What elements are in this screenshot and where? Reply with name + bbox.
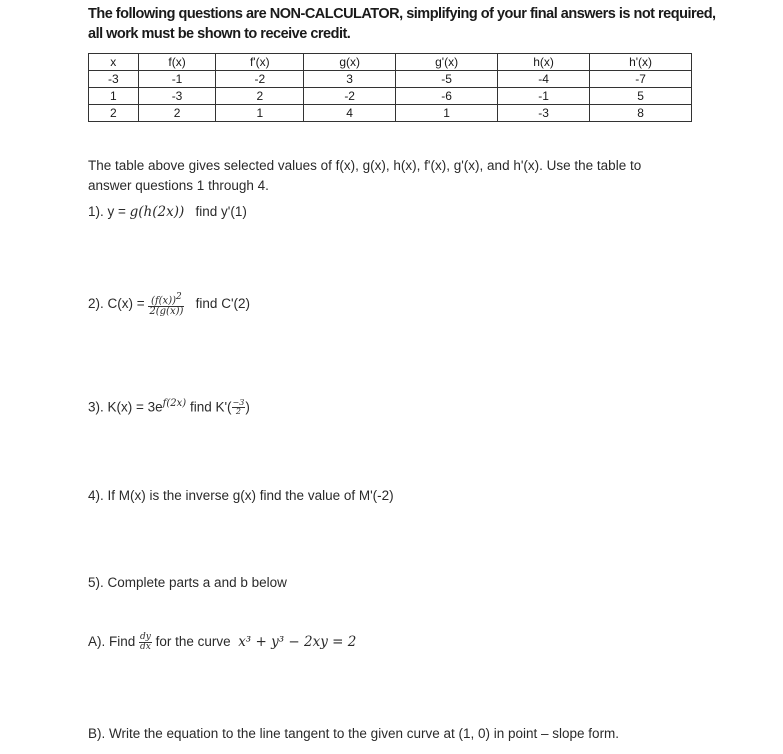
question-4: 4). If M(x) is the inverse g(x) find the value of M'(-2) bbox=[88, 488, 394, 503]
table-cell: 8 bbox=[590, 105, 692, 122]
table-cell: 4 bbox=[304, 105, 396, 122]
table-cell: 5 bbox=[590, 88, 692, 105]
table-cell: 2 bbox=[216, 88, 304, 105]
curve-equation: x³ + y³ − 2xy = 2 bbox=[238, 634, 357, 651]
question-3 bbox=[88, 398, 250, 416]
table-header-cell: g'(x) bbox=[396, 54, 498, 71]
table-header-row bbox=[89, 54, 692, 71]
table-cell: -1 bbox=[138, 71, 216, 88]
argument-numerator: −3 bbox=[232, 398, 245, 408]
table-cell: -2 bbox=[216, 71, 304, 88]
table-cell: 2 bbox=[89, 105, 139, 122]
numerator-exponent: 2 bbox=[176, 292, 182, 302]
question-1-expression: g(h(2x)) bbox=[129, 204, 185, 220]
question-5: 5). Complete parts a and b below bbox=[88, 575, 287, 590]
intro-paragraph: The table above gives selected values of f(x), g(x), h(x), f'(x), g'(x), and h'(x). Use the table to answer questions 1 through 4. bbox=[88, 158, 642, 193]
table-cell: -3 bbox=[89, 71, 139, 88]
question-a-label: A). Find bbox=[88, 634, 140, 650]
table-header-cell: h'(x) bbox=[590, 54, 692, 71]
instructions-line-1: The following questions are NON-CALCULATOR, simplifying of your final answers is not required, bbox=[88, 6, 716, 22]
table-cell: 3 bbox=[304, 71, 396, 88]
table-row bbox=[89, 71, 692, 88]
table-header-cell: h(x) bbox=[498, 54, 590, 71]
table-header-cell: x bbox=[89, 54, 139, 71]
table-cell: -3 bbox=[138, 88, 216, 105]
question-2-ask: find C'(2) bbox=[195, 296, 251, 312]
question-3-close: ) bbox=[245, 399, 250, 415]
values-table bbox=[88, 53, 692, 122]
argument-denominator: 2 bbox=[235, 407, 241, 417]
table-cell: 1 bbox=[89, 88, 139, 105]
table-cell: 1 bbox=[396, 105, 498, 122]
fraction-denominator: 2(g(x)) bbox=[149, 306, 184, 318]
fraction-numerator bbox=[148, 292, 184, 307]
instructions-header bbox=[88, 4, 728, 44]
question-3-label: 3). K(x) = 3e bbox=[88, 399, 163, 415]
question-2-label: 2). C(x) = bbox=[88, 296, 149, 312]
table-header-cell: g(x) bbox=[304, 54, 396, 71]
question-3-exponent: f(2x) bbox=[162, 398, 187, 409]
derivative-denominator: dx bbox=[140, 642, 151, 652]
table-row bbox=[89, 88, 692, 105]
table-cell: -2 bbox=[304, 88, 396, 105]
table-cell: -1 bbox=[498, 88, 590, 105]
question-a bbox=[88, 633, 356, 652]
question-1 bbox=[88, 204, 247, 220]
question-2-fraction bbox=[148, 292, 184, 317]
table-header-cell: f(x) bbox=[138, 54, 216, 71]
table-cell: -4 bbox=[498, 71, 590, 88]
table-cell: -7 bbox=[590, 71, 692, 88]
question-b: B). Write the equation to the line tangent to the given curve at (1, 0) in point – slope form. bbox=[88, 726, 620, 741]
table-header-cell: f'(x) bbox=[216, 54, 304, 71]
table-cell: -3 bbox=[498, 105, 590, 122]
instructions-line-2: all work must be shown to receive credit. bbox=[88, 26, 351, 42]
numerator-text: (f(x)) bbox=[151, 295, 176, 307]
table-cell: -6 bbox=[396, 88, 498, 105]
table-row bbox=[89, 105, 692, 122]
table-cell: 2 bbox=[138, 105, 216, 122]
table-cell: 1 bbox=[216, 105, 304, 122]
derivative-numerator: dy bbox=[140, 632, 151, 642]
table-cell: -5 bbox=[396, 71, 498, 88]
question-1-label: 1). y = bbox=[88, 204, 130, 219]
question-1-ask: find y'(1) bbox=[195, 204, 247, 219]
question-2 bbox=[88, 292, 250, 317]
derivative-fraction bbox=[139, 633, 152, 652]
question-3-argument bbox=[232, 399, 246, 416]
question-3-ask: find K'( bbox=[189, 399, 232, 415]
question-a-mid: for the curve bbox=[151, 634, 235, 650]
